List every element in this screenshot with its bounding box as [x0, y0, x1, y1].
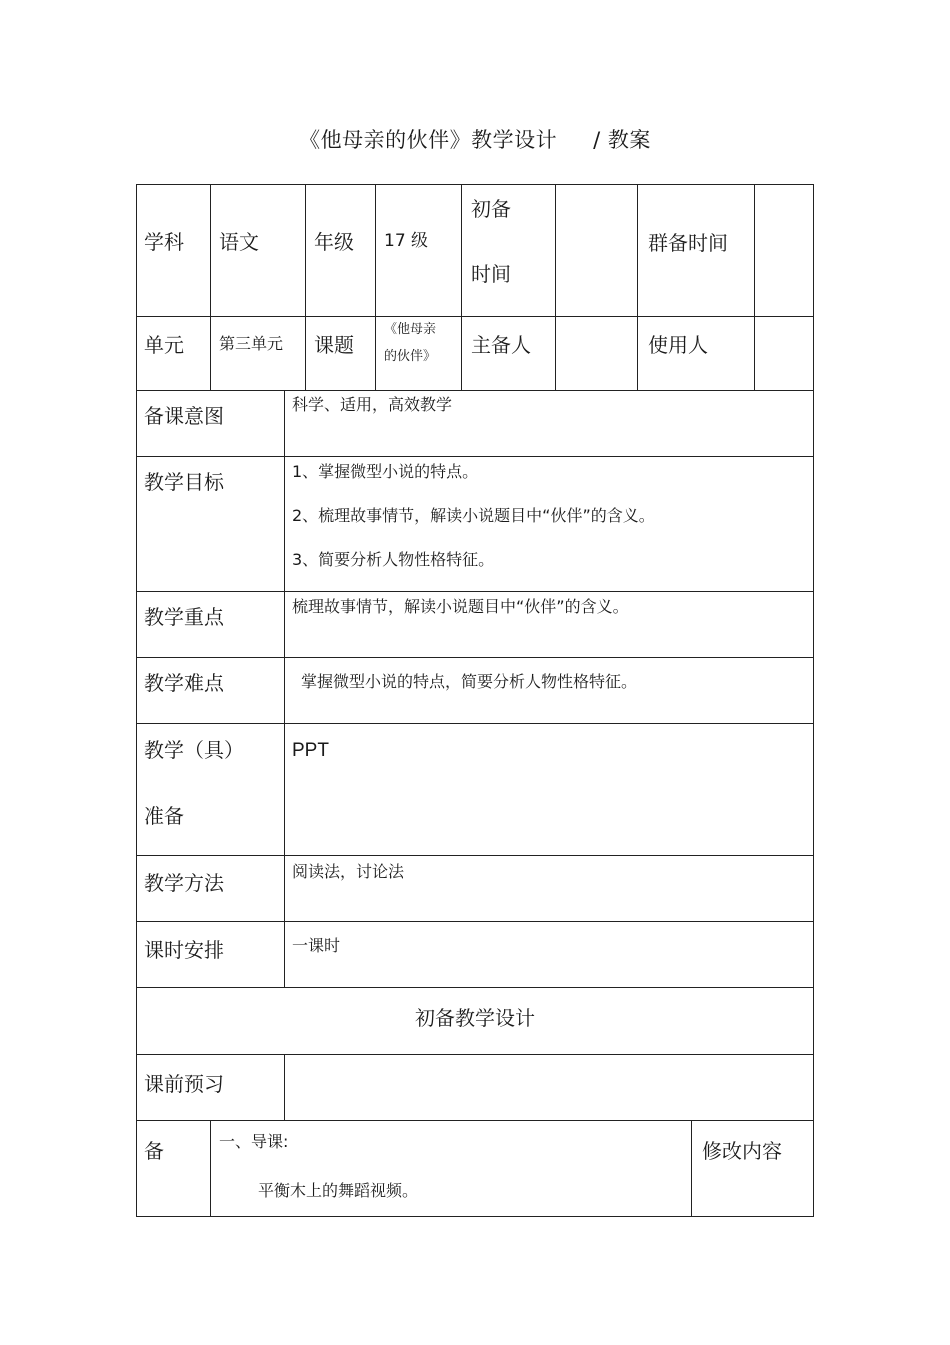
topic-label: 课题 — [314, 333, 354, 357]
import-heading: 一、导课: — [219, 1132, 289, 1151]
goal-item: 2、梳理故事情节，解读小说题目中“伙伴”的含义。 — [292, 506, 655, 525]
topic-value-line1: 《他母亲 — [384, 322, 437, 337]
user-label: 使用人 — [648, 333, 708, 357]
schedule-label: 课时安排 — [144, 938, 224, 962]
design-heading: 初备教学设计 — [415, 1006, 535, 1030]
grid-line — [136, 987, 814, 988]
grid-line — [284, 390, 285, 987]
grid-line — [136, 316, 814, 317]
grid-line — [210, 184, 211, 390]
subject-label: 学科 — [144, 230, 184, 254]
title-main: 《他母亲的伙伴》教学设计 — [299, 128, 558, 152]
grid-line — [136, 591, 814, 592]
bei-label: 备 — [144, 1139, 164, 1163]
grid-line — [136, 1120, 814, 1121]
goal-item: 1、掌握微型小说的特点。 — [292, 462, 479, 481]
grid-line — [754, 184, 755, 390]
grid-line — [136, 184, 137, 1217]
grid-line — [136, 657, 814, 658]
goal-item: 3、简要分析人物性格特征。 — [292, 550, 495, 569]
subject-value: 语文 — [219, 230, 259, 254]
grid-line — [136, 921, 814, 922]
preview-label: 课前预习 — [144, 1072, 224, 1096]
grid-line — [813, 184, 814, 1217]
grid-line — [210, 1120, 211, 1216]
grid-line — [461, 184, 462, 390]
title-suffix: / 教案 — [593, 128, 651, 152]
prep-time-label-line2: 时间 — [471, 262, 511, 286]
unit-value: 第三单元 — [219, 334, 284, 353]
intent-label: 备课意图 — [144, 404, 224, 428]
methods-value: 阅读法，讨论法 — [292, 862, 405, 881]
tools-label-line1: 教学（具） — [144, 738, 244, 762]
import-content: 平衡木上的舞蹈视频。 — [258, 1181, 419, 1200]
grid-line — [691, 1120, 692, 1216]
grid-line — [136, 1216, 814, 1217]
tools-value: PPT — [292, 740, 329, 761]
grade-value: 17 级 — [384, 231, 429, 251]
goals-label: 教学目标 — [144, 470, 224, 494]
difficulties-label: 教学难点 — [144, 671, 224, 695]
methods-label: 教学方法 — [144, 871, 224, 895]
grid-line — [136, 855, 814, 856]
difficulties-value: 掌握微型小说的特点，简要分析人物性格特征。 — [301, 672, 638, 691]
grid-line — [136, 390, 814, 391]
prep-time-label-line1: 初备 — [471, 197, 511, 221]
grid-line — [637, 184, 638, 390]
unit-label: 单元 — [144, 333, 184, 357]
schedule-value: 一课时 — [292, 936, 341, 955]
topic-value-line2: 的伙伴》 — [384, 349, 437, 364]
grid-line — [305, 184, 306, 390]
grid-line — [136, 184, 814, 185]
grid-line — [375, 184, 376, 390]
grid-line — [136, 1054, 814, 1055]
main-preparer-label: 主备人 — [471, 333, 531, 357]
group-prep-time-label: 群备时间 — [648, 231, 728, 255]
document-title — [0, 124, 950, 154]
grid-line — [284, 1054, 285, 1120]
grid-line — [136, 456, 814, 457]
grade-label: 年级 — [314, 230, 354, 254]
key-points-label: 教学重点 — [144, 605, 224, 629]
tools-label-line2: 准备 — [144, 804, 184, 828]
revise-label: 修改内容 — [702, 1139, 782, 1163]
intent-value: 科学、适用，高效教学 — [292, 395, 453, 414]
grid-line — [136, 723, 814, 724]
key-points-value: 梳理故事情节，解读小说题目中“伙伴”的含义。 — [292, 597, 629, 616]
grid-line — [555, 184, 556, 390]
